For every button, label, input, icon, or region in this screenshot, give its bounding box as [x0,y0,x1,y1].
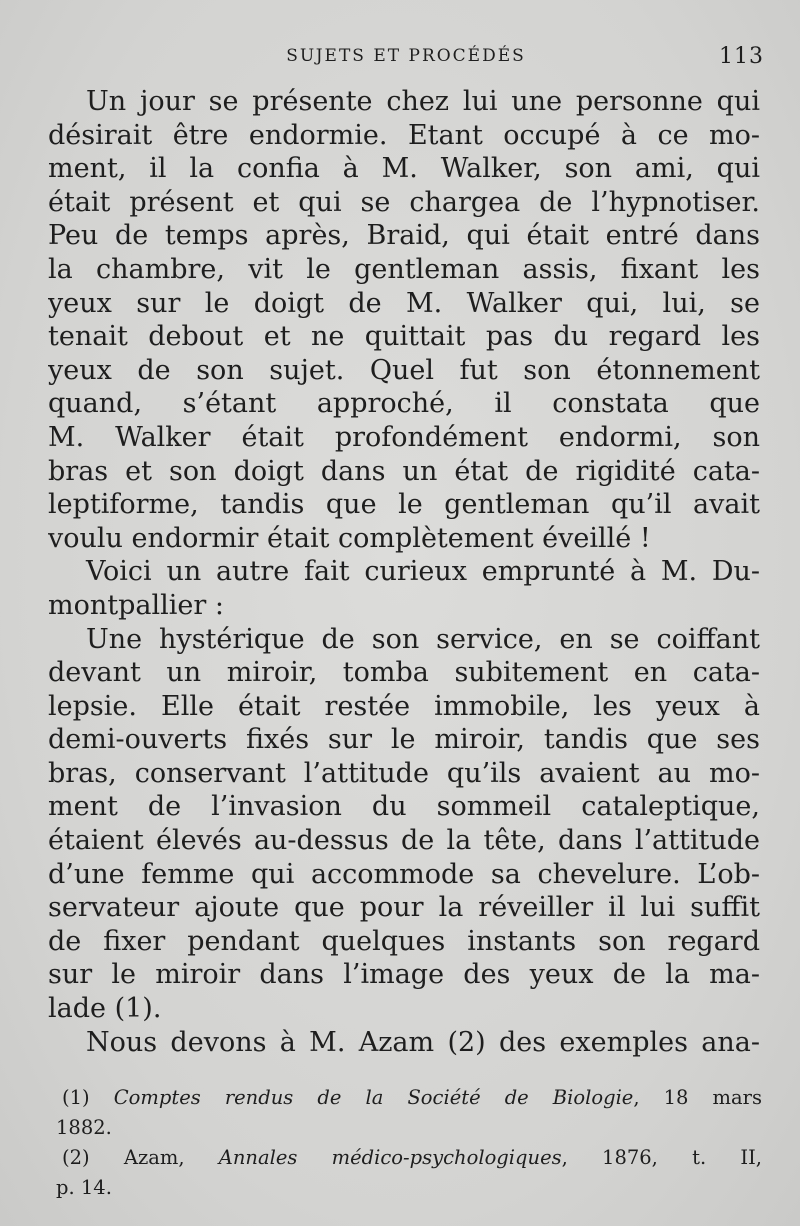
footnote-1-continuation: 1882. [56,1116,112,1139]
text-line: bras et son doigt dans un état de rigidité cata- [48,455,760,487]
running-title: SUJETS ET PROCÉDÉS [286,46,526,66]
text-line: ment de l’invasion du sommeil cataleptique, [48,791,760,823]
footnote-source-title: Annales médico-psychologiques [218,1146,562,1169]
text-line: yeux de son sujet. Quel fut son étonnement [48,354,760,386]
text-line: voulu endormir était complètement éveillé ! [48,522,651,554]
footnote-marker: (2) [62,1146,90,1169]
text-line: désirait être endormie. Etant occupé à ce mo- [48,119,760,151]
footnote-source-title: Comptes rendus de la Société de Biologie [113,1086,634,1109]
page-number: 113 [719,44,764,69]
body-text [48,85,760,1059]
text-line: la chambre, vit le gentleman assis, fixant les [48,253,760,285]
text-line: leptiforme, tandis que le gentleman qu’il avait [48,489,760,521]
page-header [48,44,764,74]
text-line: était présent et qui se chargea de l’hypnotiser. [48,186,760,218]
text-line: Un jour se présente chez lui une personne qui [86,86,760,117]
text-line: d’une femme qui accommode sa chevelure. L’ob- [48,858,760,890]
footnotes [56,1083,762,1203]
footnote-1 [56,1083,762,1113]
text-line: de fixer pendant quelques instants son regard [48,925,760,957]
footnote-2 [56,1143,762,1173]
text-line: yeux sur le doigt de M. Walker qui, lui, se [48,287,760,319]
text-line: ment, il la confia à M. Walker, son ami, qui [48,153,760,185]
text-line: lade (1). [48,993,162,1025]
text-line: M. Walker était profondément endormi, son [48,421,760,453]
text-line: lepsie. Elle était restée immobile, les yeux à [48,690,760,722]
text-line: Voici un autre fait curieux emprunté à M. Du- [86,556,760,588]
footnote-author: Azam, [123,1146,185,1169]
text-line: étaient élevés au-dessus de la tête, dans l’attitude [48,825,760,857]
text-line: devant un miroir, tomba subitement en cata- [48,657,760,689]
footnote-marker: (1) [62,1086,90,1109]
text-line: Nous devons à M. Azam (2) des exemples ana- [86,1026,760,1058]
text-line: demi-ouverts fixés sur le miroir, tandis que ses [48,724,760,756]
footnote-2-continuation: p. 14. [56,1176,112,1199]
text-line: Peu de temps après, Braid, qui était entré dans [48,220,760,252]
text-line: quand, s’étant approché, il constata que [48,388,760,420]
text-line: servateur ajoute que pour la réveiller il lui suffit [48,892,760,924]
footnote-text: , 1876, t. II, [561,1146,762,1169]
text-line: Une hystérique de son service, en se coiffant [86,623,760,655]
footnote-text: , 18 mars [633,1086,762,1109]
text-line: sur le miroir dans l’image des yeux de la ma- [48,959,760,991]
text-line: tenait debout et ne quittait pas du regard les [48,321,760,353]
text-line: bras, conservant l’attitude qu’ils avaient au mo- [48,757,760,789]
text-line: montpallier : [48,589,224,621]
